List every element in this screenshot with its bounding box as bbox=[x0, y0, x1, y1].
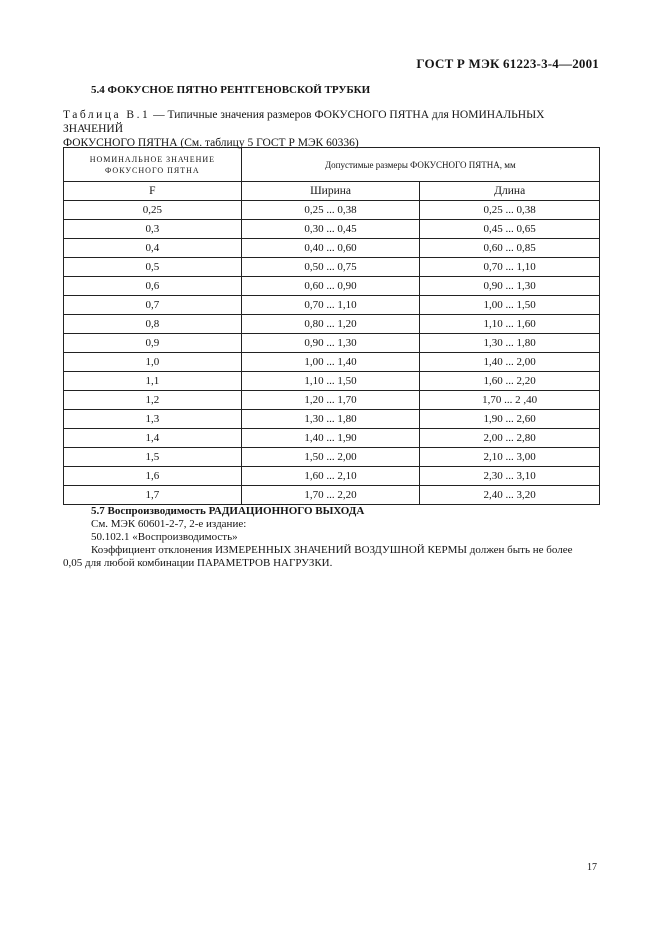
cell-nominal: 1,4 bbox=[64, 429, 242, 448]
cell-nominal: 0,6 bbox=[64, 277, 242, 296]
cell-width: 0,90 ... 1,30 bbox=[241, 334, 420, 353]
subheader-f: F bbox=[64, 182, 242, 201]
cell-nominal: 1,2 bbox=[64, 391, 242, 410]
cell-nominal: 1,1 bbox=[64, 372, 242, 391]
cell-width: 0,80 ... 1,20 bbox=[241, 315, 420, 334]
cell-width: 1,60 ... 2,10 bbox=[241, 467, 420, 486]
cell-nominal: 1,0 bbox=[64, 353, 242, 372]
cell-length: 2,40 ... 3,20 bbox=[420, 486, 600, 505]
cell-length: 1,70 ... 2 ,40 bbox=[420, 391, 600, 410]
cell-length: 2,30 ... 3,10 bbox=[420, 467, 600, 486]
table-row bbox=[64, 410, 600, 429]
cell-length: 1,10 ... 1,60 bbox=[420, 315, 600, 334]
cell-width: 1,00 ... 1,40 bbox=[241, 353, 420, 372]
cell-width: 1,10 ... 1,50 bbox=[241, 372, 420, 391]
section-5-7-line1: См. МЭК 60601-2-7, 2-е издание: bbox=[91, 518, 247, 530]
table-row bbox=[64, 334, 600, 353]
cell-width: 0,25 ... 0,38 bbox=[241, 201, 420, 220]
section-5-7-title: 5.7 Воспроизводимость РАДИАЦИОННОГО ВЫХОДА bbox=[91, 505, 365, 517]
cell-nominal: 1,6 bbox=[64, 467, 242, 486]
cell-width: 0,40 ... 0,60 bbox=[241, 239, 420, 258]
table-row bbox=[64, 486, 600, 505]
cell-nominal: 1,7 bbox=[64, 486, 242, 505]
cell-width: 1,30 ... 1,80 bbox=[241, 410, 420, 429]
cell-length: 1,60 ... 2,20 bbox=[420, 372, 600, 391]
cell-length: 1,30 ... 1,80 bbox=[420, 334, 600, 353]
table-row bbox=[64, 429, 600, 448]
table-caption bbox=[63, 108, 603, 150]
table-row bbox=[64, 467, 600, 486]
cell-width: 0,50 ... 0,75 bbox=[241, 258, 420, 277]
cell-width: 0,70 ... 1,10 bbox=[241, 296, 420, 315]
cell-length: 1,40 ... 2,00 bbox=[420, 353, 600, 372]
cell-length: 1,00 ... 1,50 bbox=[420, 296, 600, 315]
cell-width: 1,70 ... 2,20 bbox=[241, 486, 420, 505]
cell-nominal: 0,3 bbox=[64, 220, 242, 239]
cell-length: 0,90 ... 1,30 bbox=[420, 277, 600, 296]
table-row bbox=[64, 258, 600, 277]
table-row bbox=[64, 353, 600, 372]
cell-width: 0,30 ... 0,45 bbox=[241, 220, 420, 239]
table-row bbox=[64, 391, 600, 410]
cell-width: 1,50 ... 2,00 bbox=[241, 448, 420, 467]
cell-nominal: 0,5 bbox=[64, 258, 242, 277]
section-5-7-line3: Коэффициент отклонения ИЗМЕРЕННЫХ ЗНАЧЕНИЙ ВОЗДУШНОЙ КЕРМЫ должен быть не более bbox=[91, 544, 573, 556]
table-caption-line2: ФОКУСНОГО ПЯТНА (См. таблицу 5 ГОСТ Р МЭК 60336) bbox=[63, 137, 359, 149]
cell-nominal: 0,8 bbox=[64, 315, 242, 334]
cell-nominal: 0,7 bbox=[64, 296, 242, 315]
table-caption-line1: — Типичные значения размеров ФОКУСНОГО ПЯТНА для НОМИНАЛЬНЫХ ЗНАЧЕНИЙ bbox=[63, 109, 545, 135]
table-row bbox=[64, 315, 600, 334]
cell-nominal: 0,25 bbox=[64, 201, 242, 220]
cell-length: 0,25 ... 0,38 bbox=[420, 201, 600, 220]
subheader-width: Ширина bbox=[241, 182, 420, 201]
cell-nominal: 1,5 bbox=[64, 448, 242, 467]
cell-length: 0,70 ... 1,10 bbox=[420, 258, 600, 277]
table-row bbox=[64, 296, 600, 315]
cell-length: 1,90 ... 2,60 bbox=[420, 410, 600, 429]
cell-width: 0,60 ... 0,90 bbox=[241, 277, 420, 296]
section-5-7-line2: 50.102.1 «Воспроизводимость» bbox=[91, 531, 238, 543]
cell-length: 2,10 ... 3,00 bbox=[420, 448, 600, 467]
header-nominal-value: НОМИНАЛЬНОЕ ЗНАЧЕНИЕ ФОКУСНОГО ПЯТНА bbox=[64, 148, 242, 182]
cell-length: 0,45 ... 0,65 bbox=[420, 220, 600, 239]
cell-width: 1,20 ... 1,70 bbox=[241, 391, 420, 410]
page-number: 17 bbox=[587, 862, 597, 873]
subheader-length: Длина bbox=[420, 182, 600, 201]
table-row bbox=[64, 239, 600, 258]
cell-nominal: 0,4 bbox=[64, 239, 242, 258]
cell-nominal: 1,3 bbox=[64, 410, 242, 429]
focal-spot-table bbox=[63, 147, 600, 505]
cell-nominal: 0,9 bbox=[64, 334, 242, 353]
table-row bbox=[64, 201, 600, 220]
header-permissible-dimensions: Допустимые размеры ФОКУСНОГО ПЯТНА, мм bbox=[241, 148, 599, 182]
cell-width: 1,40 ... 1,90 bbox=[241, 429, 420, 448]
section-5-4-title: 5.4 ФОКУСНОЕ ПЯТНО РЕНТГЕНОВСКОЙ ТРУБКИ bbox=[91, 84, 371, 96]
cell-length: 0,60 ... 0,85 bbox=[420, 239, 600, 258]
table-row bbox=[64, 448, 600, 467]
table-row bbox=[64, 372, 600, 391]
section-5-7-line4: 0,05 для любой комбинации ПАРАМЕТРОВ НАГРУЗКИ. bbox=[63, 557, 333, 569]
table-row bbox=[64, 277, 600, 296]
table-caption-prefix: Таблица В.1 bbox=[63, 109, 151, 121]
table-row bbox=[64, 220, 600, 239]
standard-code-header: ГОСТ Р МЭК 61223-3-4—2001 bbox=[416, 56, 599, 71]
table-body bbox=[64, 201, 600, 505]
cell-length: 2,00 ... 2,80 bbox=[420, 429, 600, 448]
